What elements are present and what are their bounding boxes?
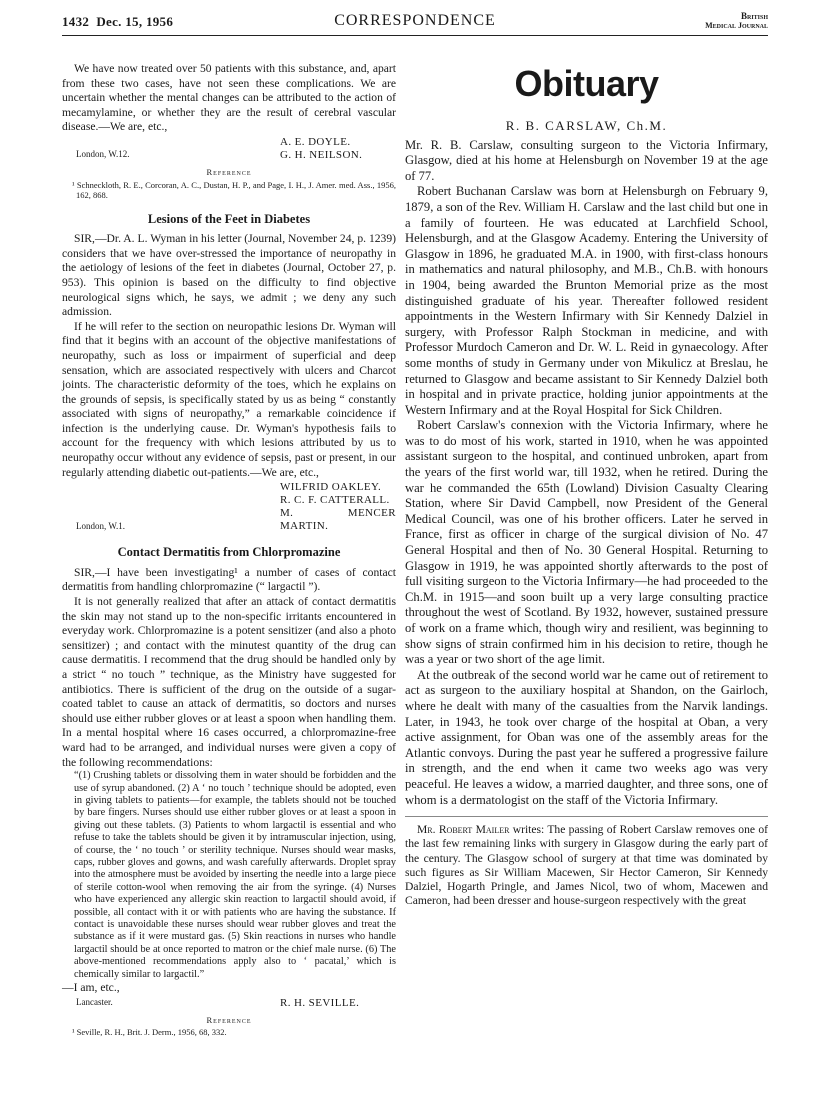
obituary-title: Obituary [514, 63, 659, 104]
left-column [62, 62, 396, 1037]
letter3-reference-heading: Reference [206, 1014, 252, 1025]
letter3-paragraph: SIR,—I have been investigating¹ a number of cases of contact dermatitis from handling chlorpromazine (“ largactil ”). [62, 565, 396, 594]
letter1-place: London, W.12. [76, 149, 130, 160]
obituary-paragraph: Robert Buchanan Carslaw was born at Helensburgh on February 9, 1879, a son of the Rev. William H. Carslaw and the last child but one in a family of fourteen. He was educated at Larchfield School, Helensburgh, and at the Glasgow Academy. Entering the University of Glasgow in 1896, he graduated M.A. in 1900, with first-class honours in mathematics and natural philosophy, and M.B., Ch.B. with honours in 1904, being awarded the Brunton Memorial prize as the most distinguished graduate of his year. Thereafter followed resident appointments in the Western Infirmary with Sir Kennedy Dalziel in surgery, with Professor Ralph Stockman in medicine, and with Professor Murdoch Cameron and Dr. W. L. Reid in gynaecology. After some months of study in Germany under von Mikulicz at Breslau, he returned to Glasgow and became assistant to Sir Kennedy Dalziel both in hospital and in private practice, holding junior appointments at the Western Infirmary and at the Royal Hospital for Sick Children. [405, 184, 768, 417]
journal-name-line2: Medical Journal [705, 21, 768, 30]
letter1-signature-block [62, 136, 396, 162]
mailer-name: Mr. Robert Mailer [417, 823, 510, 837]
mailer-tribute [405, 823, 768, 908]
letter3-quote-text: “(1) Crushing tablets or dissolving them in water should be forbidden and the use of syrup abandoned. (2) A ‘ no touch ’ technique should be adopted, even in giving tablets to patients—for example, the tablets should not be touched by bare fingers. Nurses should use either rubber gloves or at least a spoon in giving out these tablets. (3) Patients to whom largactil is essential and who refuse to take the tablets should be given it by intramuscular injection, using, of course, the ‘ no touch ’ or sterility technique. Nurses should wear masks, caps, rubber gloves and gowns, and wash carefully afterwards. Droplet spray into the atmosphere must be avoided by inserting the needle into a large piece of sterile cotton-wool when removing the air from the syringe. (4) Nurses who have experienced any allergic skin reaction to largactil should avoid, if possible, all contact with it or with patients who are having the substance. If contact is unavoidable these nurses should wear rubber gloves and treat the substance as if it were mustard gas. (5) Skin reactions in nurses who handle largactil should be at once reported to matron or the chief male nurse. (6) The above-mentioned recommendations apply also to ‘ pacatal,’ which is chemically similar to largactil.” [74, 770, 396, 980]
letter3-reference: ¹ Seville, R. H., Brit. J. Derm., 1956, 68, 332. [72, 1027, 227, 1038]
letter2-signature-block [62, 481, 396, 533]
letter1-signatory: A. E. DOYLE. [280, 135, 351, 148]
letter3-title: Contact Dermatitis from Chlorpromazine [117, 545, 341, 560]
journal-name [705, 12, 768, 30]
letter3-closing: —I am, etc., [62, 981, 120, 995]
letter2-signatory: M. MENCER MARTIN. [280, 507, 396, 533]
letter1-reference-heading: Reference [206, 166, 252, 177]
obituary-paragraph: Mr. R. B. Carslaw, consulting surgeon to the Victoria Infirmary, Glasgow, died at his home at Helensburgh on November 19 at the age of 77. [405, 137, 768, 183]
letter1-text: We have now treated over 50 patients with this substance, and, apart from these two cases, have not seen these complications. We are uncertain whether the mental changes can be attributed to the action of mecamylamine, or whether they are the result of cerebral vascular disease.—We are, etc., [62, 62, 396, 134]
page-number: 1432 [62, 14, 90, 29]
letter1-reference: ¹ Schneckloth, R. E., Corcoran, A. C., Dustan, H. P., and Page, I. H., J. Amer. med. Ass., 1956, 162, 868. [72, 179, 396, 200]
mailer-text: writes: The passing of Robert Carslaw removes one of the last few remaining links with surgery in Glasgow during the early part of the century. The Glasgow school of surgery at that time was dominated by such figures as Sir William Macewen, Sir Hector Cameron, Sir Kennedy Dalziel, Hogarth Pringle, and James Nicol, two of whom, Macewen and Cameron, had been dresser and house-surgeon respectively with the great [405, 823, 768, 908]
letter3-signatory: R. H. SEVILLE. [280, 996, 360, 1009]
letter2-signatory: R. C. F. CATTERALL. [280, 494, 390, 507]
letter2-place: London, W.1. [76, 520, 126, 531]
section-title: CORRESPONDENCE [334, 12, 496, 29]
letter2-paragraph: SIR,—Dr. A. L. Wyman in his letter (Journal, November 24, p. 1239) considers that we have over-stressed the importance of neuropathy in the aetiology of lesions of the feet in diabetes (Journal, October 27, p. 953). This opinion is based on the difficulty to find objective neurological signs which, he says, we admit ; we deny any such admission. [62, 232, 396, 319]
page-header [62, 12, 768, 36]
letter2-title: Lesions of the Feet in Diabetes [147, 211, 311, 226]
right-column [405, 62, 768, 908]
letter3-recommendations-quote [62, 770, 396, 981]
obituary-paragraph: At the outbreak of the second world war he came out of retirement to act as surgeon to the auxiliary hospital at Shandon, on the Gairloch, where he dealt with many of the casualties from the Narvik landings. Later, in 1943, he took over charge of the hospital at Oban, a very active assignment, for Oban was one of the assembly areas for the Atlantic convoys. During the past year he suffered a progressive failure in strength, and the end when it came two weeks ago was very peaceful. He leaves a widow, a married daughter, and three sons, one of whom is a dermatologist on the staff of the Victoria Infirmary. [405, 667, 768, 807]
letter3-paragraph: It is not generally realized that after an attack of contact dermatitis the skin may not stand up to the non-specific irritants encountered in everyday work. Chlorpromazine is a potent sensitizer (and also a photo sensitizer) ; and contact with the minutest quantity of the drug can cause dermatitis. I recommend that the drug should be handled only by a strict “ no touch ” technique, as the Ministry have suggested for antibiotics. There is sufficient of the drug on the outside of a sugar-coated tablet to cause an attack of dermatitis, so doctors and nurses should use either rubber gloves or at least a spoon when handling them. In a mental hospital where 16 cases occurred, a chlorpromazine-free ward had to be arranged, and individual nurses were given a copy of the following recommendations: [62, 595, 396, 769]
letter1-signatory: G. H. NEILSON. [280, 148, 363, 161]
letter2-signatory: WILFRID OAKLEY. [280, 481, 382, 494]
letter2-paragraph: If he will refer to the section on neuropathic lesions Dr. Wyman will find that it begins with an account of the objective manifestations of neuropathy, such as loss or impairment of superficial and deep sensation, which are associated respectively with ulcers and Charcot joints. The characteristic deformity of the toes, which he explains on the grounds of sepsis, is specifically stated by us as being “ constantly associated with signs of neuropathy,” a remarkable coincidence if infection is the underlying cause. Dr. Wyman's hypothesis fails to account for the frequency with which lesions attributed by us to neuropathy occur without any evidence of sepsis, past or present, in our regularly attending diabetic out-patients.—We are, etc., [62, 319, 396, 479]
journal-name-line1: British [740, 11, 768, 21]
divider [405, 816, 768, 817]
obituary-paragraph: Robert Carslaw's connexion with the Victoria Infirmary, where he was to do most of his work, started in 1910, when he was appointed assistant surgeon to the hospital, and continued unbroken, apart from the years of the first world war, till 1932, when he retired. During the war he commanded the 65th (Lowland) Division Casualty Clearing Station, where Sir David Campbell, now President of the General Medical Council, was one of his brother officers. Later he served in France, first as officer in charge of the surgical division of No. 47 General Hospital and then of No. 30 General Hospital. Returning to Glasgow in 1919, he was appointed shortly afterwards to the post of full visiting surgeon to the Victoria Infirmary—he had proceeded to the Ch.M. in 1915—and soon built up a very large consulting practice throughout the west of Scotland. By 1932, however, sustained pressure of work on a frame which, though wiry and resilient, was beginning to show signs of strain confirmed him in his decision to retire, though he was a year or two short of the age limit. [405, 418, 768, 667]
letter3-signature-block [62, 997, 396, 1010]
issue-date: Dec. 15, 1956 [96, 14, 174, 29]
obituary-subject: R. B. CARSLAW, Ch.M. [505, 118, 668, 133]
letter3-place: Lancaster. [76, 997, 113, 1008]
